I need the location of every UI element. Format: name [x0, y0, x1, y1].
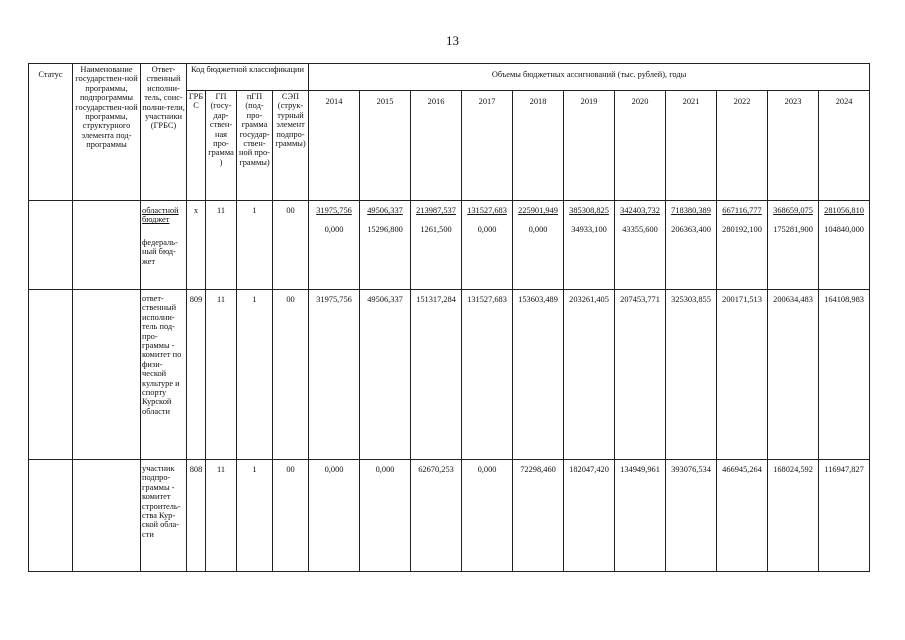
row-pgp: 1 — [237, 460, 273, 572]
federal-value: 1261,500 — [420, 225, 452, 235]
value-cell — [615, 201, 666, 290]
federal-value: 43355,600 — [622, 225, 658, 235]
row-status — [29, 290, 73, 460]
federal-value: 0,000 — [324, 225, 344, 235]
regional-value: 385308,825 — [569, 206, 609, 215]
header-code-group: Код бюджетной классификации — [187, 64, 309, 91]
regional-value: 667116,777 — [722, 206, 762, 215]
table-row — [29, 201, 870, 290]
header-year: 2023 — [768, 91, 819, 201]
header-status: Статус — [29, 64, 73, 201]
header-gp: ГП (госу-дар-ствен-ная про-грамма ) — [206, 91, 237, 201]
row-responsible — [141, 201, 187, 290]
row-sep: 00 — [273, 290, 309, 460]
federal-value: 175281,900 — [773, 225, 813, 235]
page-number: 13 — [446, 33, 459, 48]
value-cell — [768, 201, 819, 290]
row-program-name — [73, 201, 141, 290]
table-row — [29, 290, 870, 460]
federal-budget-label: федераль-ный бюд-жет — [142, 237, 178, 266]
value-cell — [309, 201, 360, 290]
federal-value: 0,000 — [477, 225, 497, 235]
header-year: 2017 — [462, 91, 513, 201]
value-cell: 49506,337 — [360, 290, 411, 460]
regional-value: 213987,537 — [416, 206, 456, 215]
budget-allocation-table — [28, 63, 870, 572]
value-cell: 200171,513 — [717, 290, 768, 460]
header-grbs: ГРБ С — [187, 91, 206, 201]
row-gp: 11 — [206, 290, 237, 460]
federal-value: 104840,000 — [824, 225, 864, 235]
value-cell: 0,000 — [309, 460, 360, 572]
value-cell: 168024,592 — [768, 460, 819, 572]
row-responsible: участник подпро-граммы - комитет строитель-ства Кур-ской обла-сти — [141, 460, 187, 572]
value-cell: 203261,405 — [564, 290, 615, 460]
value-cell: 164108,983 — [819, 290, 870, 460]
value-cell: 200634,483 — [768, 290, 819, 460]
row-program-name — [73, 460, 141, 572]
header-pgp: пГП (под-про-грамма государ-ствен-ной про-граммы) — [237, 91, 273, 201]
regional-value: 225901,949 — [518, 206, 558, 215]
regional-budget-label: областной бюджет — [142, 206, 179, 225]
value-cell: 0,000 — [462, 460, 513, 572]
header-year: 2018 — [513, 91, 564, 201]
regional-value: 281056,810 — [824, 206, 864, 215]
header-year: 2019 — [564, 91, 615, 201]
regional-value: 131527,683 — [467, 206, 507, 215]
value-cell: 31975,756 — [309, 290, 360, 460]
header-volume-group: Объемы бюджетных ассигнований (тыс. рублей), годы — [309, 64, 870, 91]
federal-value: 280192,100 — [722, 225, 762, 235]
value-cell — [462, 201, 513, 290]
value-cell — [564, 201, 615, 290]
value-cell — [819, 201, 870, 290]
federal-value: 15296,800 — [367, 225, 403, 235]
value-cell: 131527,683 — [462, 290, 513, 460]
header-year: 2021 — [666, 91, 717, 201]
row-status — [29, 460, 73, 572]
value-cell — [666, 201, 717, 290]
value-cell: 134949,961 — [615, 460, 666, 572]
regional-value: 342403,732 — [620, 206, 660, 215]
row-program-name — [73, 290, 141, 460]
header-sep: СЭП (струк-турный элемент подпро-граммы) — [273, 91, 309, 201]
value-cell: 72298,460 — [513, 460, 564, 572]
regional-value: 718380,389 — [671, 206, 711, 215]
row-gp: 11 — [206, 460, 237, 572]
header-program-name: Наименование государствен-ной программы, подпрограммы государствен-ной программы, структурного элемента под-программы — [73, 64, 141, 201]
row-pgp: 1 — [237, 201, 273, 290]
value-cell: 116947,827 — [819, 460, 870, 572]
regional-value: 368659,075 — [773, 206, 813, 215]
row-grbs: 809 — [187, 290, 206, 460]
regional-value: 31975,756 — [316, 206, 352, 215]
value-cell: 207453,771 — [615, 290, 666, 460]
federal-value: 206363,400 — [671, 225, 711, 235]
header-row-1 — [29, 64, 870, 91]
row-grbs: х — [187, 201, 206, 290]
value-cell — [360, 201, 411, 290]
row-sep: 00 — [273, 201, 309, 290]
value-cell: 153603,489 — [513, 290, 564, 460]
row-responsible: ответ-ственный исполни-тель под-про-граммы - комитет по физи-ческой культуре и спорту Курской области — [141, 290, 187, 460]
header-year: 2015 — [360, 91, 411, 201]
value-cell — [411, 201, 462, 290]
header-responsible: Ответ-ственный исполни-тель, соис-полни-тели, участники (ГРБС) — [141, 64, 187, 201]
regional-value: 49506,337 — [367, 206, 403, 215]
row-status — [29, 201, 73, 290]
value-cell — [717, 201, 768, 290]
row-grbs: 808 — [187, 460, 206, 572]
header-year: 2014 — [309, 91, 360, 201]
value-cell — [513, 201, 564, 290]
value-cell: 393076,534 — [666, 460, 717, 572]
value-cell: 62670,253 — [411, 460, 462, 572]
federal-value: 0,000 — [528, 225, 548, 235]
value-cell: 182047,420 — [564, 460, 615, 572]
value-cell: 466945,264 — [717, 460, 768, 572]
table-row — [29, 460, 870, 572]
header-year: 2020 — [615, 91, 666, 201]
row-gp: 11 — [206, 201, 237, 290]
header-year: 2022 — [717, 91, 768, 201]
value-cell: 151317,284 — [411, 290, 462, 460]
value-cell: 325303,855 — [666, 290, 717, 460]
header-year: 2024 — [819, 91, 870, 201]
row-sep: 00 — [273, 460, 309, 572]
value-cell: 0,000 — [360, 460, 411, 572]
federal-value: 34933,100 — [571, 225, 607, 235]
row-pgp: 1 — [237, 290, 273, 460]
header-year: 2016 — [411, 91, 462, 201]
